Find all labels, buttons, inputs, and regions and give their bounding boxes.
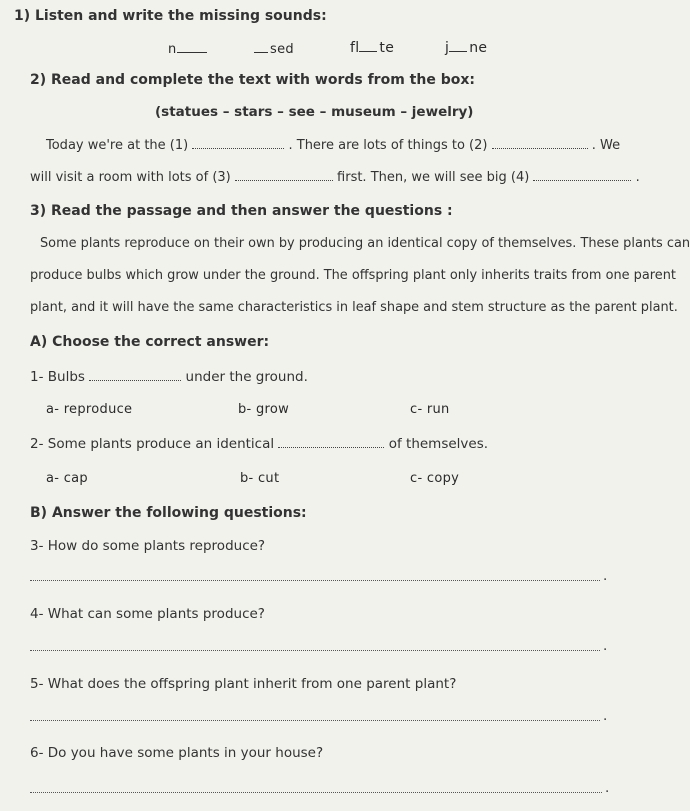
question-1 [30,369,308,385]
answer-line-6-end: . [605,780,610,796]
question-1-option-c[interactable]: c- run [410,402,450,417]
fill-text-1a: Today we're at the (1) [46,138,189,153]
sound-item-2-suffix: sed [270,42,294,57]
question-2-option-a[interactable]: a- cap [46,471,88,486]
answer-line-3[interactable] [30,580,600,581]
section-3-heading: 3) Read the passage and then answer the questions : [30,203,453,219]
question-1-blank[interactable] [89,369,181,381]
question-2-text-a: 2- Some plants produce an identical [30,436,275,452]
question-5: 5- What does the offspring plant inherit from one parent plant? [30,676,457,692]
question-2-option-c[interactable]: c- copy [410,471,460,486]
part-b-heading: B) Answer the following questions: [30,505,307,521]
word-box: (statues – stars – see – museum – jewelry) [155,104,474,120]
fill-text-line-2 [30,169,640,185]
answer-line-5-end: . [603,708,608,724]
blank-4[interactable] [533,169,631,181]
sound-item-3-prefix: fl [350,40,360,56]
fill-text-1b: . There are lots of things to (2) [288,138,488,153]
sound-blank-2[interactable] [254,42,268,53]
question-2 [30,436,488,452]
sound-item-4-suffix: ne [469,40,488,56]
fill-text-2c: . [635,170,640,185]
fill-text-1c: . We [591,138,621,153]
question-2-text-b: of themselves. [388,436,489,452]
question-1-text-b: under the ground. [185,369,308,385]
question-1-option-a[interactable]: a- reproduce [46,402,133,417]
sound-item-4 [445,40,487,56]
answer-line-3-end: . [603,568,608,584]
answer-line-4-end: . [603,638,608,654]
section-1-heading: 1) Listen and write the missing sounds: [14,8,327,24]
part-a-heading: A) Choose the correct answer: [30,334,270,350]
passage-line-3: plant, and it will have the same characteristics in leaf shape and stem structure as the parent plant. [30,300,678,315]
question-6: 6- Do you have some plants in your house? [30,745,324,761]
answer-line-4[interactable] [30,650,600,651]
question-3: 3- How do some plants reproduce? [30,538,266,554]
blank-1[interactable] [192,137,284,149]
answer-line-6[interactable] [30,792,602,793]
fill-text-2a: will visit a room with lots of (3) [30,170,231,185]
fill-text-line-1 [46,137,620,153]
blank-2[interactable] [492,137,588,149]
sound-item-1-prefix: n [168,42,177,57]
section-2-heading: 2) Read and complete the text with words from the box: [30,72,475,88]
passage-line-1: Some plants reproduce on their own by producing an identical copy of themselves. These plants can [40,236,690,251]
sound-item-3-suffix: te [379,40,395,56]
question-1-option-b[interactable]: b- grow [238,402,290,417]
question-4: 4- What can some plants produce? [30,606,265,622]
blank-3[interactable] [235,169,333,181]
sound-blank-4[interactable] [449,41,467,52]
question-2-option-b[interactable]: b- cut [240,471,280,486]
sound-blank-3[interactable] [359,41,377,52]
sound-item-1 [168,42,209,57]
sound-item-2 [254,42,294,57]
sound-item-4-prefix: j [445,40,450,56]
question-2-blank[interactable] [278,436,384,448]
question-1-text-a: 1- Bulbs [30,369,85,385]
fill-text-2b: first. Then, we will see big (4) [337,170,530,185]
sound-blank-1[interactable] [177,42,207,53]
answer-line-5[interactable] [30,720,600,721]
sound-item-3 [350,40,394,56]
passage-line-2: produce bulbs which grow under the ground. The offspring plant only inherits traits from one parent [30,268,676,283]
